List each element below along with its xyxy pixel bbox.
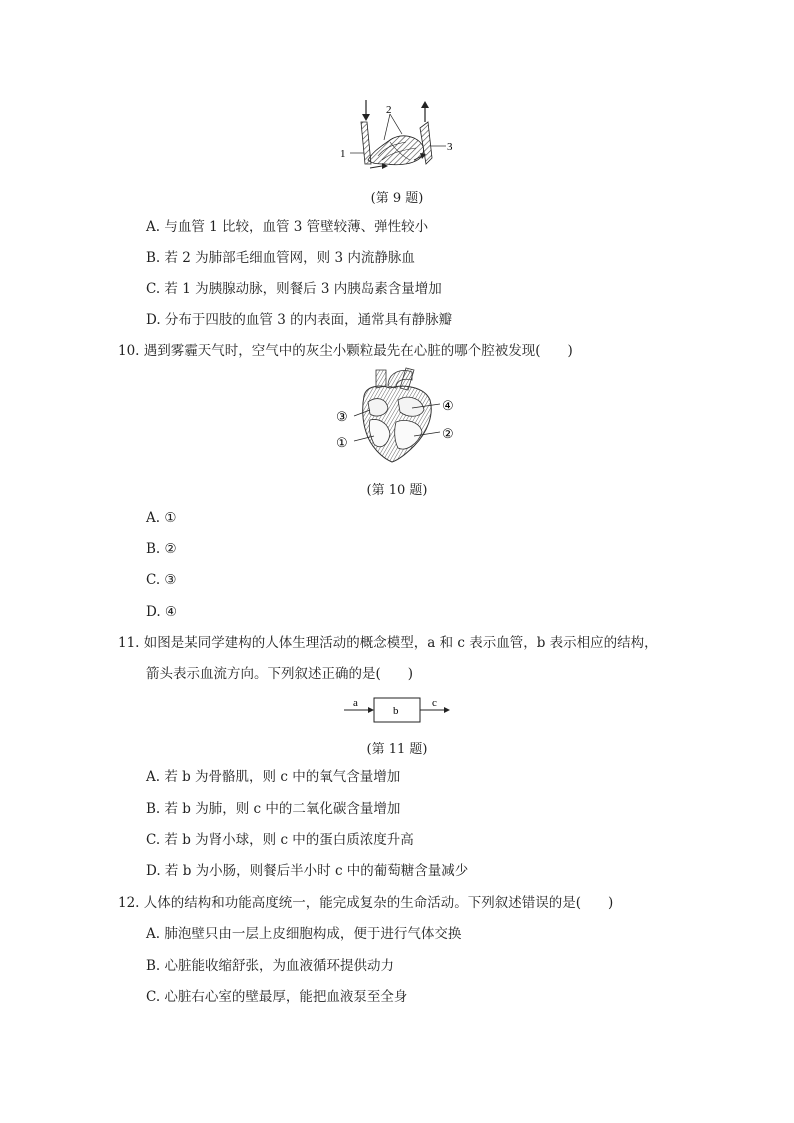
q9-caption: (第 9 题) [370,191,424,206]
q11-option-d: D. 若 b 为小肠，则餐后半小时 c 中的葡萄糖含量减少 [146,863,469,879]
q10-label-4: ④ [442,398,454,413]
q11-option-b: B. 若 b 为肺，则 c 中的二氧化碳含量增加 [146,801,401,817]
q9-label-2: 2 [386,104,392,116]
q10-heart-figure [330,366,464,466]
q12-option-b: B. 心脏能收缩舒张，为血液循环提供动力 [146,958,395,974]
q10-option-d: D. ④ [146,604,178,620]
q11-stem-line1: 11. 如图是某同学建构的人体生理活动的概念模型，a 和 c 表示血管，b 表示相应的结构， [118,635,658,651]
q10-label-1: ① [336,435,348,450]
q11-stem-line2: 箭头表示血流方向。下列叙述正确的是( ) [146,666,414,682]
q9-label-3: 3 [447,141,453,153]
q11-label-a: a [353,697,358,709]
q9-option-d: D. 分布于四肢的血管 3 的内表面，通常具有静脉瓣 [146,312,453,328]
q10-option-a: A. ① [146,510,177,526]
q11-option-a: A. 若 b 为骨骼肌，则 c 中的氧气含量增加 [146,769,401,785]
q12-option-c: C. 心脏右心室的壁最厚，能把血液泵至全身 [146,989,408,1005]
q12-stem: 12. 人体的结构和功能高度统一，能完成复杂的生命活动。下列叙述错误的是( ) [118,895,614,911]
q10-label-3: ③ [336,409,348,424]
q10-option-c: C. ③ [146,572,177,588]
q11-label-c: c [432,697,437,709]
q9-option-a: A. 与血管 1 比较，血管 3 管壁较薄、弹性较小 [146,219,429,235]
q9-label-1: 1 [340,148,346,160]
q9-option-b: B. 若 2 为肺部毛细血管网，则 3 内流静脉血 [146,250,415,266]
q9-option-c: C. 若 1 为胰腺动脉，则餐后 3 内胰岛素含量增加 [146,281,442,297]
q10-caption: (第 10 题) [366,483,428,498]
q10-label-2: ② [442,426,454,441]
q11-label-b: b [393,705,399,717]
q11-model-figure [340,694,456,726]
q9-figure [330,98,470,174]
q10-stem: 10. 遇到雾霾天气时，空气中的灰尘小颗粒最先在心脏的哪个腔被发现( ) [118,343,573,359]
q11-caption: (第 11 题) [366,742,428,757]
q11-option-c: C. 若 b 为肾小球，则 c 中的蛋白质浓度升高 [146,832,414,848]
q10-option-b: B. ② [146,541,177,557]
q12-option-a: A. 肺泡壁只由一层上皮细胞构成，便于进行气体交换 [146,926,462,942]
